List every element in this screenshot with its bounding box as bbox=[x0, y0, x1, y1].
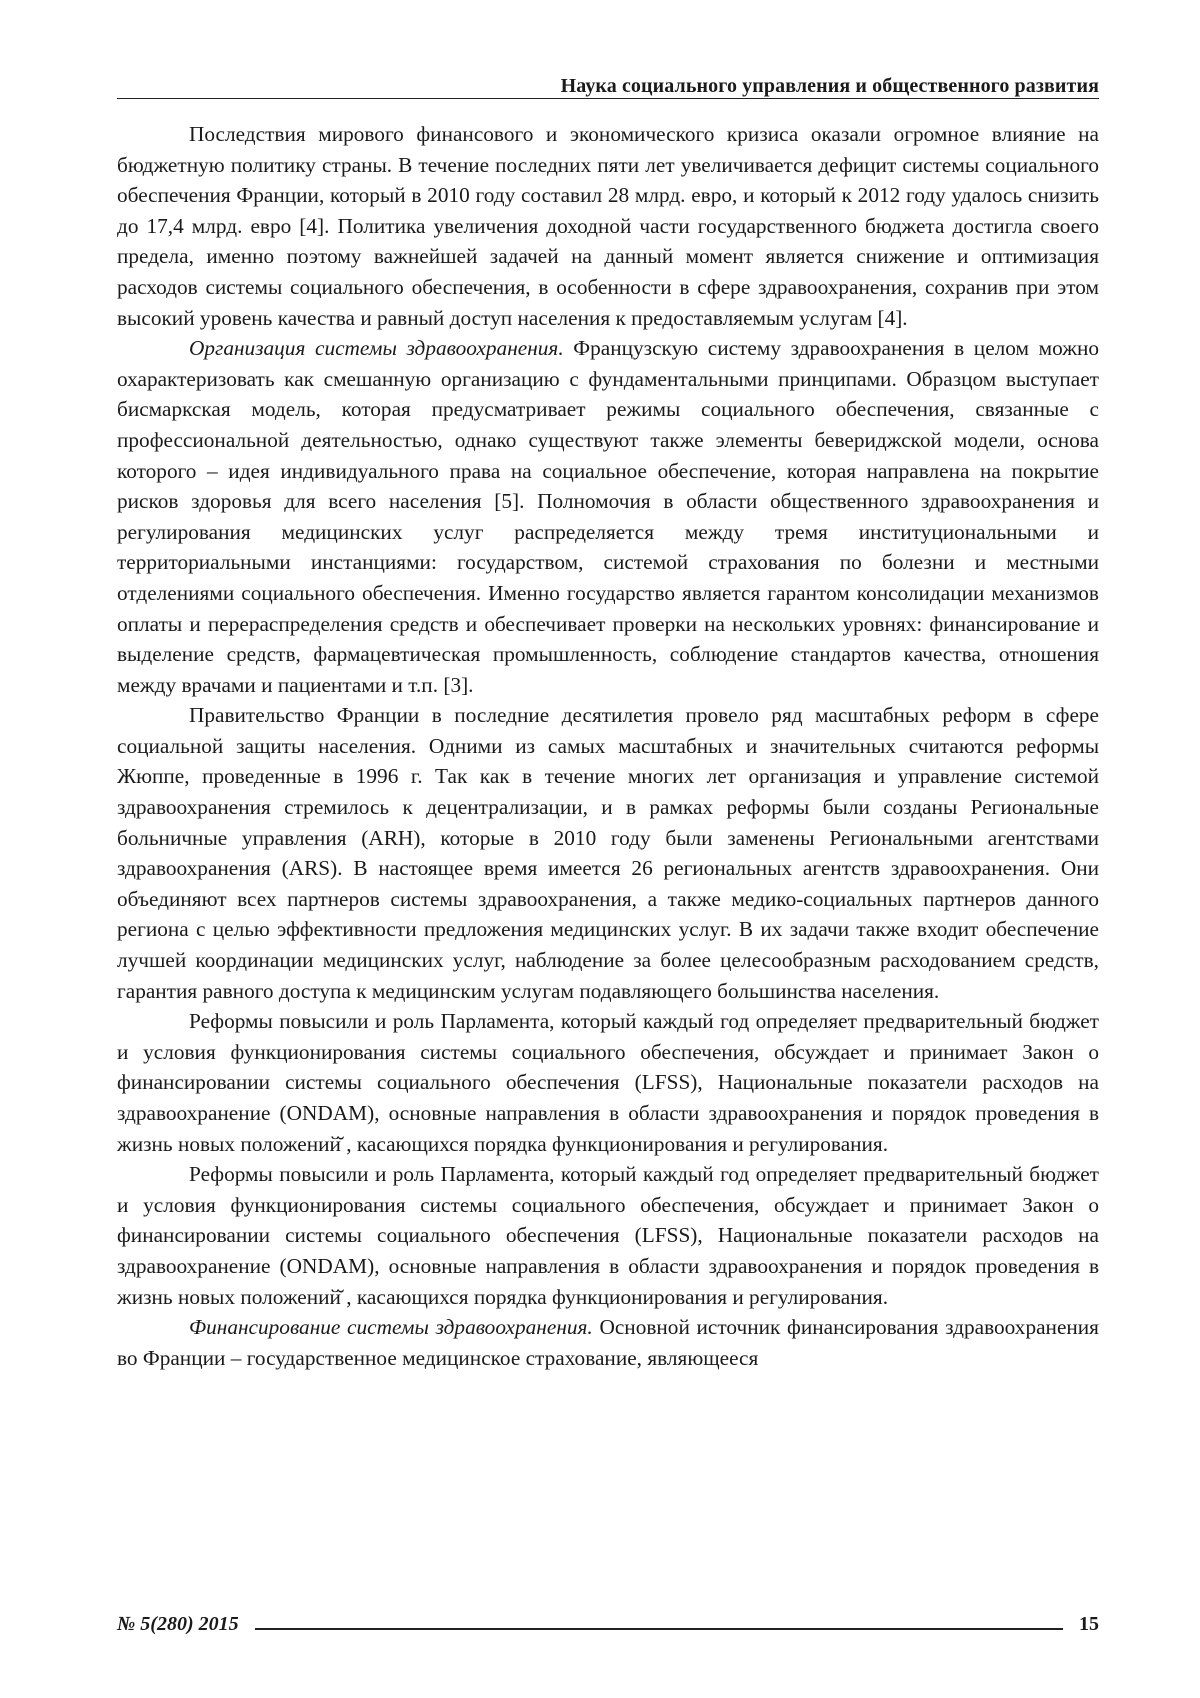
paragraph-1 bbox=[117, 119, 1099, 333]
paragraph-lead: Финансирование системы здравоохранения. bbox=[189, 1315, 593, 1339]
running-header bbox=[117, 62, 1099, 99]
paragraph-lead: Организация системы здравоохранения. bbox=[189, 336, 564, 360]
paragraph-5 bbox=[117, 1159, 1099, 1312]
paragraph-3 bbox=[117, 700, 1099, 1006]
issue-number: № 5(280) 2015 bbox=[117, 1613, 239, 1636]
paragraph-text: Основной источник финансирования здравоохранения во Франции – государственное медицинское страхование, являющееся bbox=[117, 1315, 1099, 1370]
paragraph-6 bbox=[117, 1312, 1099, 1373]
paragraph-text: Реформы повысили и роль Парламента, который каждый год определяет предварительный бюджет и условия функционирования системы социального обеспечения, обсуждает и принимает Закон о финансировании системы социального обеспечения (LFSS), Национальные показатели расходов на здравоохранение (ONDAM), основные направления в области здравоохранения и порядок проведения в жизнь новых положений̆ , касающихся порядка функционирования и регулирования. bbox=[117, 1009, 1099, 1155]
paragraph-2 bbox=[117, 333, 1099, 700]
page-number: 15 bbox=[1079, 1613, 1099, 1636]
paragraph-4 bbox=[117, 1006, 1099, 1159]
page-footer bbox=[117, 1609, 1099, 1639]
journal-title: Наука социального управления и общественного развития bbox=[549, 75, 1099, 99]
footer-rule bbox=[255, 1628, 1063, 1630]
article-body bbox=[117, 119, 1099, 1373]
paragraph-text: Реформы повысили и роль Парламента, который каждый год определяет предварительный бюджет и условия функционирования системы социального обеспечения, обсуждает и принимает Закон о финансировании системы социального обеспечения (LFSS), Национальные показатели расходов на здравоохранение (ONDAM), основные направления в области здравоохранения и порядок проведения в жизнь новых положений̆ , касающихся порядка функционирования и регулирования. bbox=[117, 1162, 1099, 1308]
paragraph-text: Французскую систему здравоохранения в целом можно охарактеризовать как смешанную организацию с фундаментальными принципами. Образцом выступает бисмаркская модель, которая предусматривает режимы социального обеспечения, связанные с профессиональной деятельностью, однако существуют также элементы бевериджской модели, основа которого – идея индивидуального права на социальное обеспечение, которая направлена на покрытие рисков здоровья для всего населения [5]. Полномочия в области общественного здравоохранения и регулирования медицинских услуг распределяется между тремя институциональными и территориальными инстанциями: государством, системой страхования по болезни и местными отделениями социального обеспечения. Именно государство является гарантом консолидации механизмов оплаты и перераспределения средств и обеспечивает проверки на нескольких уровнях: финансирование и выделение средств, фармацевтическая промышленность, соблюдение стандартов качества, отношения между врачами и пациентами и т.п. [3]. bbox=[117, 336, 1099, 697]
document-page bbox=[117, 62, 1099, 1652]
paragraph-text: Последствия мирового финансового и экономического кризиса оказали огромное влияние на бюджетную политику страны. В течение последних пяти лет увеличивается дефицит системы социального обеспечения Франции, который в 2010 году составил 28 млрд. евро, и который к 2012 году удалось снизить до 17,4 млрд. евро [4]. Политика увеличения доходной части государственного бюджета достигла своего предела, именно поэтому важнейшей задачей на данный момент является снижение и оптимизация расходов системы социального обеспечения, в особенности в сфере здравоохранения, сохранив при этом высокий уровень качества и равный доступ населения к предоставляемым услугам [4]. bbox=[117, 122, 1099, 330]
paragraph-text: Правительство Франции в последние десятилетия провело ряд масштабных реформ в сфере социальной защиты населения. Одними из самых масштабных и значительных считаются реформы Жюппе, проведенные в 1996 г. Так как в течение многих лет организация и управление системой здравоохранения стремилось к децентрализации, и в рамках реформы были созданы Региональные больничные управления (ARH), которые в 2010 году были заменены Региональными агентствами здравоохранения (ARS). В настоящее время имеется 26 региональных агентств здравоохранения. Они объединяют всех партнеров системы здравоохранения, а также медико-социальных партнеров данного региона с целью эффективности предложения медицинских услуг. В их задачи также входит обеспечение лучшей координации медицинских услуг, наблюдение за более целесообразным расходованием средств, гарантия равного доступа к медицинским услугам подавляющего большинства населения. bbox=[117, 703, 1099, 1002]
